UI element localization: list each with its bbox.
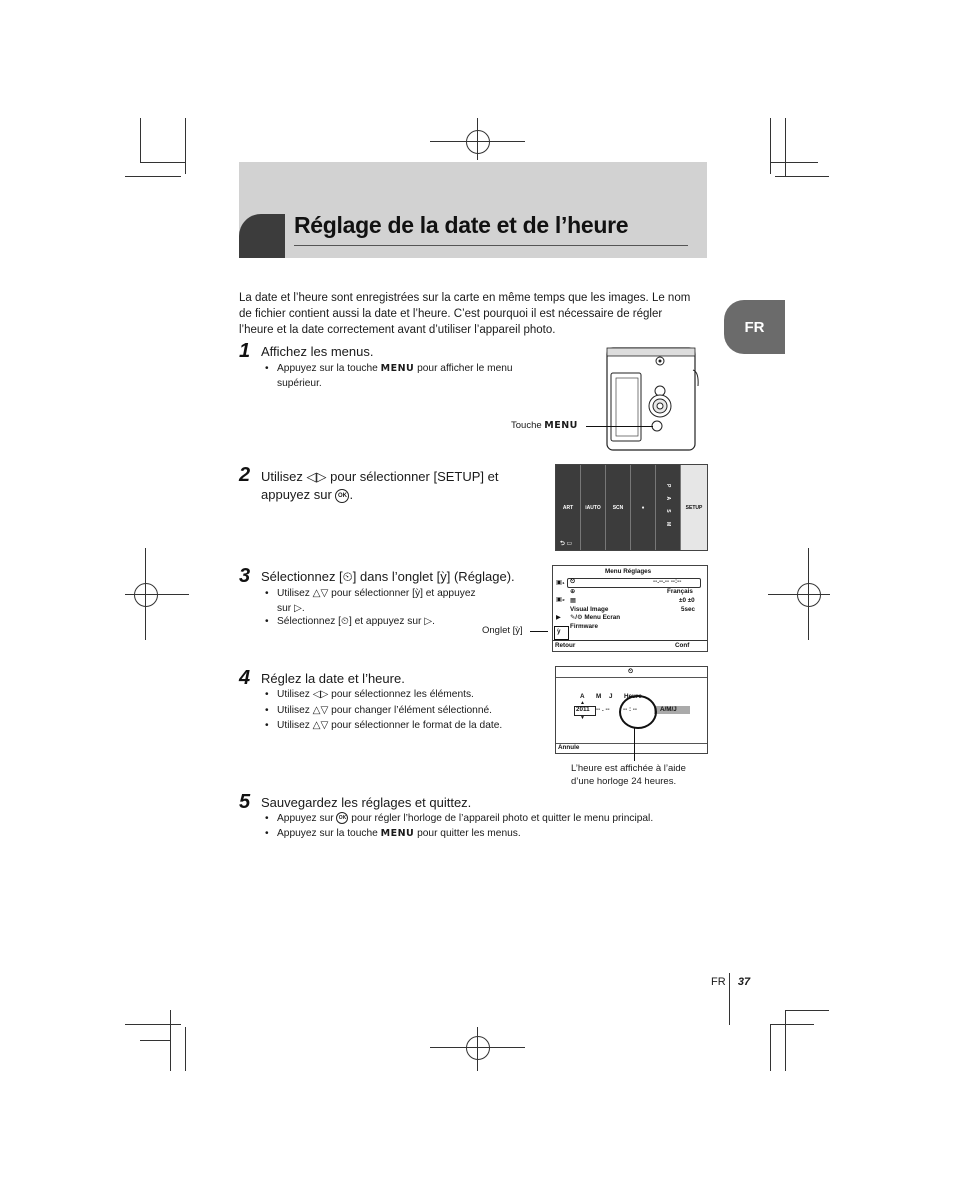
step-4-heading: Réglez la date et l’heure. — [261, 671, 405, 686]
up-down-arrows-icon: △▽ — [312, 705, 329, 716]
intro-text: La date et l’heure sont enregistrées sur la carte en même temps que les images. Le nom de fichier contient aussi la date et l’heure. C’est pourquoi il est nécessaire de régler l’heure et la date correctement avant d’utiliser l’appareil photo. — [239, 292, 691, 336]
menu-key-callout: Touche MENU — [511, 420, 578, 431]
time-value: -- : -- — [623, 706, 637, 713]
back-icon: ⮌ ▭ — [560, 541, 573, 547]
label-time: Heure — [624, 693, 642, 700]
back-label: Retour — [555, 642, 576, 649]
step-1-number: 1 — [239, 340, 251, 362]
tab-callout: Onglet [ỳ] — [482, 625, 523, 636]
step-3-number: 3 — [239, 565, 251, 587]
visual-image-value: 5sec — [681, 606, 696, 613]
confirm-label: Conf — [675, 642, 690, 649]
down-arrow-icon: ▼ — [580, 715, 585, 721]
language-icon: ⊕ — [570, 588, 576, 595]
step-4-number: 4 — [239, 667, 251, 689]
tab-setup: SETUP — [681, 465, 707, 550]
step-1-heading: Affichez les menus. — [261, 344, 374, 359]
up-arrow-icon: ▲ — [580, 700, 585, 706]
step-5-number: 5 — [239, 791, 251, 813]
up-down-arrows-icon: △▽ — [312, 588, 329, 599]
step-3-heading: Sélectionnez [⏲] dans l’onglet [ỳ] (Réglage). — [261, 569, 515, 584]
cancel-label: Annule — [558, 744, 580, 751]
step-2-heading: Utilisez ◁▷ pour sélectionner [SETUP] et appuyez sur OK . — [261, 469, 499, 502]
step-3-bullet-2: • Sélectionnez [⏲] et appuyez sur ▷. — [277, 614, 435, 629]
step-5-heading: Sauvegardez les réglages et quittez. — [261, 795, 472, 810]
language-tab: FR — [724, 300, 785, 354]
language-value: Français — [667, 588, 693, 595]
play-tab-icon: ▶ — [556, 614, 561, 621]
label-month: M — [596, 693, 602, 700]
screen-setup-menu: Menu Réglages ⏲ --.--.-- --:-- ▣₁ ▣₂ ▶ ⊕ Français ▦ ±0 ±0 Visual Image 5sec ✎/⚙ Menu Ecran Firmware ỳ Retour Conf — [552, 565, 708, 652]
tab-portrait: ♦ — [631, 465, 656, 550]
time-highlight-ellipse — [619, 695, 657, 729]
format-value: A/M/J — [660, 706, 677, 713]
firmware-label: Firmware — [570, 623, 598, 630]
tab-art: ART — [556, 465, 581, 550]
menu-ecran-row: ✎/⚙ Menu Ecran — [570, 614, 621, 621]
ok-button-icon: OK — [335, 489, 349, 503]
label-day: J — [609, 693, 613, 700]
camera-illustration — [605, 340, 700, 452]
left-right-arrows-icon: ◁▷ — [306, 469, 327, 484]
clock-note: L’heure est affichée à l’aide d’une horloge 24 heures. — [571, 763, 686, 787]
callout-line — [586, 426, 653, 427]
page-title: Réglage de la date et de l’heure — [294, 212, 629, 238]
step-3-bullet-1: • Utilisez △▽ pour sélectionner [ỳ] et appuyez sur ▷. — [277, 586, 477, 616]
header-band — [239, 162, 707, 258]
step-4-bullet-2: • Utilisez △▽ pour changer l’élément sélectionné. — [277, 703, 492, 718]
monitor-icon: ▦ — [570, 597, 576, 604]
tab-pasm: P A S M — [656, 465, 681, 550]
label-year: A — [580, 693, 585, 700]
title-rule — [294, 245, 688, 246]
step-4-bullet-3: • Utilisez △▽ pour sélectionner le format de la date. — [277, 718, 502, 733]
step-4-bullet-1: • Utilisez ◁▷ pour sélectionnez les éléments. — [277, 687, 474, 702]
monitor-value: ±0 ±0 — [679, 597, 695, 604]
year-value: 2011 — [576, 706, 590, 713]
camera1-tab-icon: ▣₁ — [556, 579, 565, 586]
ok-button-icon: OK — [336, 812, 348, 824]
right-arrow-icon: ▷ — [424, 616, 433, 627]
clock-icon: ⏲ — [570, 578, 575, 585]
screen-main-menu — [555, 464, 708, 551]
tab-callout-line — [530, 631, 548, 632]
step-1-bullet: • Appuyez sur la touche MENU pour afficher le menu supérieur. — [277, 361, 547, 391]
step-5-bullet-1: • Appuyez sur OK pour régler l’horloge de l’appareil photo et quitter le menu principal. — [277, 811, 653, 826]
up-down-arrows-icon: △▽ — [312, 720, 329, 731]
right-arrow-icon: ▷ — [293, 603, 302, 614]
clock-icon: ⏲ — [628, 668, 633, 675]
tab-iauto: iAUTO — [581, 465, 606, 550]
camera2-tab-icon: ▣₂ — [556, 596, 565, 603]
step-2-number: 2 — [239, 464, 251, 486]
left-right-arrows-icon: ◁▷ — [312, 689, 329, 700]
wrench-icon: ỳ — [557, 628, 561, 635]
month-day-value: -- . -- — [596, 706, 610, 713]
step-5-bullet-2: • Appuyez sur la touche MENU pour quitter les menus. — [277, 826, 521, 841]
page-number: FR 37 — [711, 976, 751, 988]
note-line — [634, 727, 635, 761]
visual-image-label: Visual Image — [570, 606, 609, 613]
header-tab — [239, 214, 285, 258]
tab-scn: SCN — [606, 465, 631, 550]
menu-title: Menu Réglages — [605, 568, 652, 575]
